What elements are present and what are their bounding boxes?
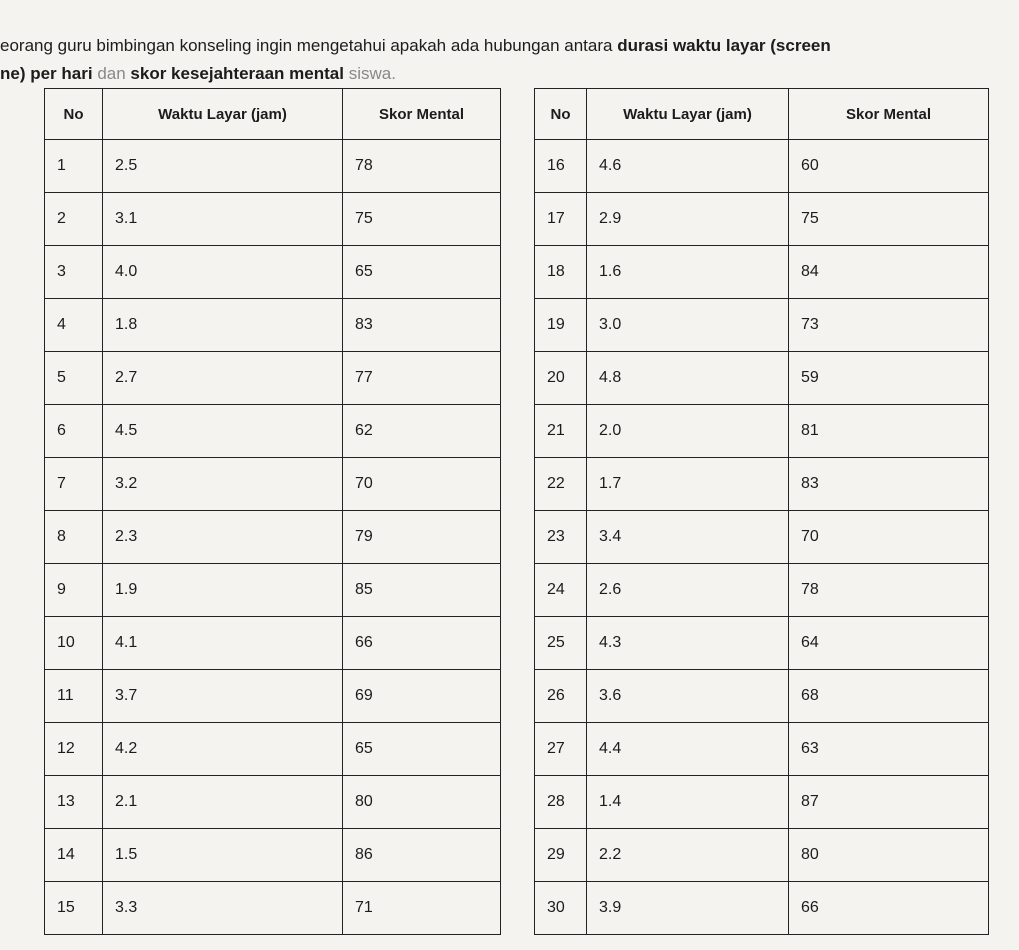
cell-waktu-layar: 3.1: [103, 193, 343, 246]
cell-no: 9: [45, 564, 103, 617]
cell-skor-mental: 70: [343, 458, 501, 511]
cell-no: 30: [535, 882, 587, 935]
cell-skor-mental: 64: [789, 617, 989, 670]
cell-waktu-layar: 3.4: [587, 511, 789, 564]
data-table-right: [534, 88, 989, 935]
cell-no: 5: [45, 352, 103, 405]
table-row: [535, 776, 989, 829]
table-row: [45, 405, 501, 458]
table-row: [535, 829, 989, 882]
cell-waktu-layar: 4.2: [103, 723, 343, 776]
intro-line-2: [0, 60, 1019, 88]
cell-skor-mental: 77: [343, 352, 501, 405]
table-row: [535, 670, 989, 723]
header-skor-mental: Skor Mental: [789, 89, 989, 140]
cell-waktu-layar: 4.4: [587, 723, 789, 776]
cell-skor-mental: 73: [789, 299, 989, 352]
cell-no: 25: [535, 617, 587, 670]
table-row: [535, 140, 989, 193]
cell-skor-mental: 65: [343, 723, 501, 776]
table-row: [45, 829, 501, 882]
cell-waktu-layar: 2.3: [103, 511, 343, 564]
cell-waktu-layar: 2.7: [103, 352, 343, 405]
cell-waktu-layar: 4.8: [587, 352, 789, 405]
table-row: [535, 246, 989, 299]
cell-skor-mental: 59: [789, 352, 989, 405]
table-row: [535, 564, 989, 617]
cell-waktu-layar: 3.6: [587, 670, 789, 723]
cell-skor-mental: 79: [343, 511, 501, 564]
cell-no: 4: [45, 299, 103, 352]
cell-waktu-layar: 2.6: [587, 564, 789, 617]
cell-waktu-layar: 4.1: [103, 617, 343, 670]
header-no: No: [535, 89, 587, 140]
cell-waktu-layar: 2.5: [103, 140, 343, 193]
cell-no: 3: [45, 246, 103, 299]
header-skor-mental: Skor Mental: [343, 89, 501, 140]
cell-waktu-layar: 3.3: [103, 882, 343, 935]
cell-waktu-layar: 3.0: [587, 299, 789, 352]
table-row: [45, 511, 501, 564]
cell-skor-mental: 78: [343, 140, 501, 193]
cell-no: 22: [535, 458, 587, 511]
cell-skor-mental: 68: [789, 670, 989, 723]
table-header-row: [535, 89, 989, 140]
cell-waktu-layar: 1.4: [587, 776, 789, 829]
cell-skor-mental: 80: [789, 829, 989, 882]
data-table-left: [44, 88, 501, 935]
cell-skor-mental: 85: [343, 564, 501, 617]
cell-waktu-layar: 4.3: [587, 617, 789, 670]
cell-waktu-layar: 2.0: [587, 405, 789, 458]
cell-waktu-layar: 1.8: [103, 299, 343, 352]
cell-skor-mental: 75: [343, 193, 501, 246]
intro-bold-variable-x: durasi waktu layar (screen: [617, 36, 831, 55]
cell-no: 16: [535, 140, 587, 193]
cell-no: 17: [535, 193, 587, 246]
table-row: [535, 405, 989, 458]
cell-skor-mental: 81: [789, 405, 989, 458]
cell-no: 28: [535, 776, 587, 829]
intro-text: siswa.: [343, 64, 396, 83]
table-row: [535, 617, 989, 670]
table-row: [535, 458, 989, 511]
table-header-row: [45, 89, 501, 140]
cell-no: 10: [45, 617, 103, 670]
cell-no: 8: [45, 511, 103, 564]
table-row: [535, 882, 989, 935]
cell-waktu-layar: 4.0: [103, 246, 343, 299]
cell-skor-mental: 71: [343, 882, 501, 935]
cell-skor-mental: 70: [789, 511, 989, 564]
cell-no: 19: [535, 299, 587, 352]
cell-no: 7: [45, 458, 103, 511]
cell-no: 29: [535, 829, 587, 882]
intro-text: dan: [92, 64, 131, 83]
cell-waktu-layar: 3.9: [587, 882, 789, 935]
cell-no: 21: [535, 405, 587, 458]
cell-skor-mental: 84: [789, 246, 989, 299]
cell-no: 23: [535, 511, 587, 564]
intro-bold-per-day: ne) per hari: [0, 64, 93, 83]
cell-waktu-layar: 2.9: [587, 193, 789, 246]
table-row: [45, 564, 501, 617]
cell-waktu-layar: 4.5: [103, 405, 343, 458]
table-row: [45, 193, 501, 246]
intro-text: eorang guru bimbingan konseling ingin mengetahui apakah ada hubungan antara: [0, 36, 618, 55]
cell-no: 2: [45, 193, 103, 246]
table-row: [45, 670, 501, 723]
cell-skor-mental: 75: [789, 193, 989, 246]
table-row: [45, 776, 501, 829]
cell-no: 6: [45, 405, 103, 458]
table-row: [45, 723, 501, 776]
table-row: [535, 352, 989, 405]
table-row: [45, 352, 501, 405]
header-waktu-layar: Waktu Layar (jam): [587, 89, 789, 140]
cell-waktu-layar: 1.6: [587, 246, 789, 299]
header-no: No: [45, 89, 103, 140]
intro-bold-variable-y: skor kesejahteraan mental: [130, 64, 344, 83]
table-row: [535, 511, 989, 564]
header-waktu-layar: Waktu Layar (jam): [103, 89, 343, 140]
cell-skor-mental: 65: [343, 246, 501, 299]
cell-skor-mental: 80: [343, 776, 501, 829]
cell-skor-mental: 83: [343, 299, 501, 352]
intro-line-1: [0, 32, 1019, 60]
cell-skor-mental: 69: [343, 670, 501, 723]
cell-skor-mental: 66: [789, 882, 989, 935]
table-row: [535, 299, 989, 352]
cell-waktu-layar: 3.7: [103, 670, 343, 723]
cell-waktu-layar: 1.7: [587, 458, 789, 511]
cell-skor-mental: 66: [343, 617, 501, 670]
cell-waktu-layar: 3.2: [103, 458, 343, 511]
cell-no: 24: [535, 564, 587, 617]
cell-waktu-layar: 2.1: [103, 776, 343, 829]
cell-skor-mental: 87: [789, 776, 989, 829]
cell-no: 15: [45, 882, 103, 935]
cell-no: 20: [535, 352, 587, 405]
cell-no: 12: [45, 723, 103, 776]
cell-no: 1: [45, 140, 103, 193]
cell-waktu-layar: 4.6: [587, 140, 789, 193]
table-row: [535, 193, 989, 246]
cell-waktu-layar: 1.5: [103, 829, 343, 882]
table-row: [45, 617, 501, 670]
table-row: [45, 458, 501, 511]
cell-no: 14: [45, 829, 103, 882]
cell-no: 26: [535, 670, 587, 723]
cell-skor-mental: 63: [789, 723, 989, 776]
cell-no: 13: [45, 776, 103, 829]
cell-waktu-layar: 1.9: [103, 564, 343, 617]
cell-skor-mental: 60: [789, 140, 989, 193]
cell-skor-mental: 83: [789, 458, 989, 511]
intro-paragraph: [0, 32, 1019, 88]
cell-no: 18: [535, 246, 587, 299]
cell-no: 27: [535, 723, 587, 776]
cell-skor-mental: 78: [789, 564, 989, 617]
table-row: [45, 299, 501, 352]
table-row: [45, 140, 501, 193]
cell-skor-mental: 86: [343, 829, 501, 882]
table-row: [45, 882, 501, 935]
cell-waktu-layar: 2.2: [587, 829, 789, 882]
cell-skor-mental: 62: [343, 405, 501, 458]
table-row: [45, 246, 501, 299]
table-row: [535, 723, 989, 776]
cell-no: 11: [45, 670, 103, 723]
